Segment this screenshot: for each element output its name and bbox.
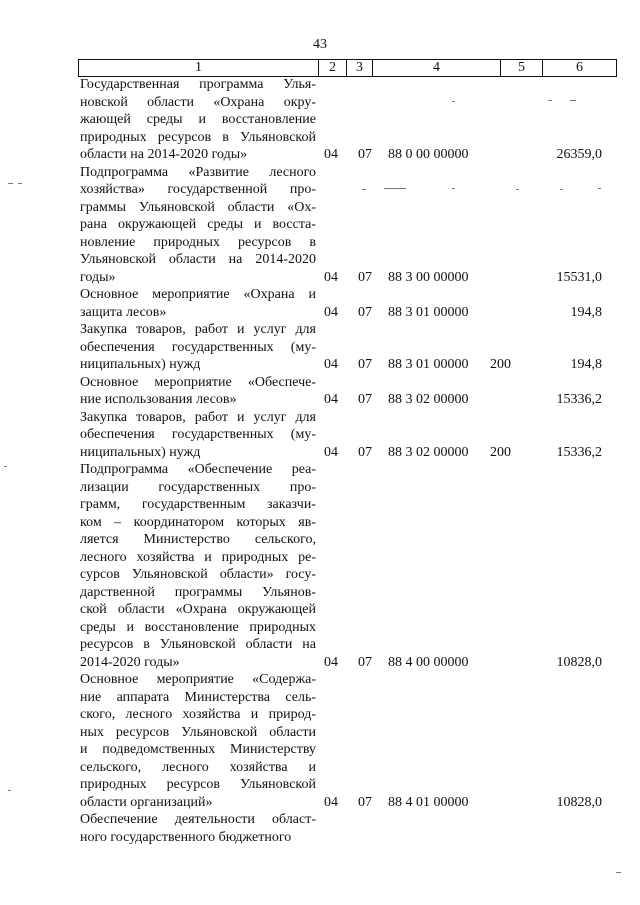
row-name [80,811,316,846]
row-name-line: Основное мероприятие «Охрана и [80,287,316,302]
row-name-line: 2014-2020 годы» [80,654,180,670]
amount: 194,8 [570,357,602,372]
row-name [80,164,316,287]
row-name-line: Подпрограмма «Развитие лесного [80,164,316,180]
row-name-line: области организаций» [80,794,213,810]
row-name-line: рана окружающей среды и восста- [80,217,316,232]
target-article-code: 88 3 01 00000 [388,304,469,320]
subsection-code: 07 [358,794,372,810]
subsection-code: 07 [358,357,372,372]
subsection-code: 07 [358,269,372,285]
row-name-line: Ульяновской области на 2014-2020 [80,252,316,267]
row-name-line: Закупка товаров, работ и услуг для [80,409,316,425]
row-name-line: ние аппарата Министерства сель- [80,689,316,705]
row-name-line: Государственная программа Улья- [80,77,316,92]
row-name-line: ных ресурсов Ульяновской области [80,724,316,740]
row-name-line: ком – координатором которых яв- [80,514,316,530]
row-name [80,374,316,409]
subsection-code: 07 [358,392,372,407]
row-name-line: сурсов Ульяновской области» госу- [80,567,316,582]
row-name [80,671,316,811]
scan-speck [560,189,563,190]
scan-speck [4,466,7,467]
row-name-line: обеспечения государственных (му- [80,427,316,442]
section-code: 04 [324,269,338,285]
scan-speck [616,872,621,873]
row-name-line: новление природных ресурсов в [80,234,316,250]
amount: 15336,2 [556,444,602,460]
row-name-line: ляется Министерство сельского, [80,532,316,547]
row-name-line: Основное мероприятие «Содержа- [80,672,316,687]
row-name-line: Подпрограмма «Обеспечение реа- [80,462,316,477]
row-name-line: годы» [80,269,116,285]
target-article-code: 88 4 00 00000 [388,654,469,670]
row-name-line: Закупка товаров, работ и услуг для [80,322,316,337]
scan-speck [362,189,366,190]
expense-type-code: 200 [490,357,511,372]
column-header-1: 1 [79,60,319,77]
amount: 15531,0 [556,269,602,285]
scan-speck [516,189,519,190]
scan-speck [598,188,601,189]
row-name-line: ного государственного бюджетного [80,829,292,845]
row-name-line: обеспечения государственных (му- [80,339,316,355]
row-name-line: природных ресурсов Ульяновской [80,777,316,792]
section-code: 04 [324,357,338,372]
page-number: 43 [313,37,327,52]
amount: 10828,0 [556,654,602,670]
section-code: 04 [324,444,338,460]
section-code: 04 [324,304,338,320]
section-code: 04 [324,654,338,670]
target-article-code: 88 3 02 00000 [388,444,469,460]
row-name-line: среды и восстановление природных [80,619,316,635]
row-name-line: области на 2014-2020 годы» [80,147,248,162]
scan-speck [570,100,576,101]
section-code: 04 [324,392,338,407]
subsection-code: 07 [358,304,372,320]
scan-speck [452,101,455,102]
subsection-code: 07 [358,654,372,670]
target-article-code: 88 3 02 00000 [388,392,469,407]
target-article-code: 88 3 00 00000 [388,269,469,285]
amount: 26359,0 [556,147,602,162]
row-name-line: Основное мероприятие «Обеспече- [80,374,316,390]
row-name [80,461,316,671]
row-name-line: Обеспечение деятельности област- [80,812,316,827]
scan-speck [8,790,11,791]
row-name-line: ниципальных) нужд [80,357,201,372]
row-name-line: природных ресурсов в Ульяновской [80,129,316,145]
column-header-row [78,59,617,77]
subsection-code: 07 [358,147,372,162]
row-name-line: ние использования лесов» [80,392,237,407]
section-code: 04 [324,147,338,162]
target-article-code: 88 3 01 00000 [388,357,469,372]
row-name-line: ресурсов в Ульяновской области на [80,637,316,652]
row-name-line: и подведомственных Министерству [80,742,316,757]
row-name [80,286,316,321]
amount: 194,8 [570,304,602,320]
row-name-line: сельского, лесного хозяйства и [80,759,316,775]
row-name-line: дарственной программы Ульянов- [80,584,316,600]
column-header-6: 6 [543,60,617,77]
subsection-code: 07 [358,444,372,460]
amount: 15336,2 [556,392,602,407]
amount: 10828,0 [556,794,602,810]
row-name [80,409,316,462]
row-name-line: ниципальных) нужд [80,444,201,460]
scan-speck [452,188,455,189]
target-article-code: 88 4 01 00000 [388,794,469,810]
column-header-5: 5 [501,60,543,77]
row-name-line: лесного хозяйства и природных ре- [80,549,316,565]
row-name-line: защита лесов» [80,304,167,320]
scan-speck [548,100,552,101]
row-name-line: хозяйства» государственной про- [80,182,316,197]
column-header-3: 3 [347,60,373,77]
row-name [80,321,316,374]
row-name-line: ской области «Охрана окружающей [80,602,316,617]
row-name-line: граммы Ульяновской области «Ох- [80,199,316,215]
section-code: 04 [324,794,338,810]
column-header-4: 4 [373,60,501,77]
scan-speck [8,183,13,184]
row-name [80,76,316,164]
expense-type-code: 200 [490,444,511,460]
row-name-line: ского, лесного хозяйства и природ- [80,707,316,722]
row-name-line: новской области «Охрана окру- [80,94,316,110]
scan-speck [384,188,406,189]
row-name-line: грамм, государственным заказчи- [80,497,316,512]
target-article-code: 88 0 00 00000 [388,147,469,162]
row-name-line: лизации государственных про- [80,479,316,495]
row-name-line: жающей среды и восстановление [80,112,316,127]
scan-speck [18,183,22,184]
column-header-2: 2 [319,60,347,77]
